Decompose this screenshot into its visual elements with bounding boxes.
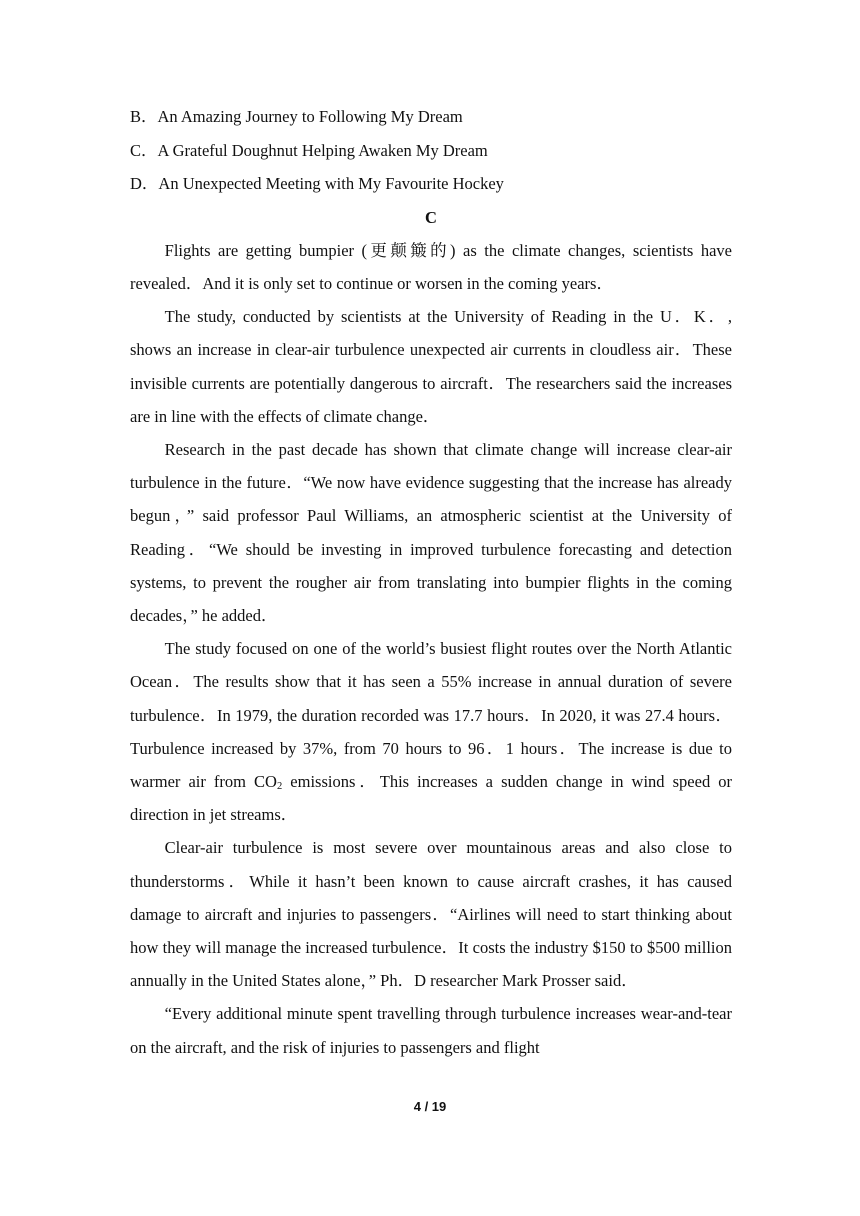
- paragraph-4-text-start: The study focused on one of the world’s busiest flight routes over the North Atlantic Ocean．The results show that it has seen a 55% increase in annual duration of severe turbulence．In 1979, the duration recorded was 17.7 hours．In 2020, it was 27.4 hours．Turbulence increased by 37%, from 70 hours to 96．1 hours．The increase is due to warmer air from CO: [130, 639, 732, 792]
- passage-paragraph-2: The study, conducted by scientists at the University of Reading in the U．K．, shows an increase in clear-air turbulence unexpected air currents in cloudless air．These invisible currents are potentially dangerous to aircraft．The researchers said the increases are in line with the effects of climate change．: [130, 307, 732, 426]
- co2-subscript: 2: [276, 781, 283, 793]
- paragraph-4-text-end: emissions．This increases a sudden change in wind speed or direction in jet streams．: [130, 772, 732, 825]
- section-heading: C: [425, 207, 437, 227]
- passage-paragraph-3: Research in the past decade has shown that climate change will increase clear-air turbulence in the future．“We now have evidence suggesting that the increase has already begun，” said professor Paul Williams, an atmospheric scientist at the University of Reading．“We should be investing in improved turbulence forecasting and detection systems, to prevent the rougher air from translating into bumpier flights in the coming decades，” he added．: [130, 440, 732, 626]
- answer-option-c: C．A Grateful Doughnut Helping Awaken My Dream: [130, 140, 488, 160]
- page-number: 4 / 19: [413, 1099, 447, 1114]
- answer-option-b: B．An Amazing Journey to Following My Dream: [130, 107, 463, 126]
- passage-paragraph-1: Flights are getting bumpier (更颠簸的) as the climate changes, scientists have revealed．And it is only set to continue or worsen in the coming years．: [130, 240, 732, 293]
- document-page: [130, 100, 732, 1064]
- passage-paragraph-5: Clear-air turbulence is most severe over mountainous areas and also close to thunderstorms．While it hasn’t been known to cause aircraft crashes, it has caused damage to aircraft and injuries to passengers．“Airlines will need to start thinking about how they will manage the increased turbulence．It costs the industry $150 to $500 million annually in the United States alone，” Ph．D researcher Mark Prosser said．: [130, 838, 732, 991]
- passage-paragraph-6: “Every additional minute spent travelling through turbulence increases wear-and-tear on the aircraft, and the risk of injuries to passengers and flight: [130, 1004, 732, 1057]
- passage-paragraph-4: [130, 632, 732, 831]
- answer-option-d: D．An Unexpected Meeting with My Favourite Hockey: [130, 174, 504, 194]
